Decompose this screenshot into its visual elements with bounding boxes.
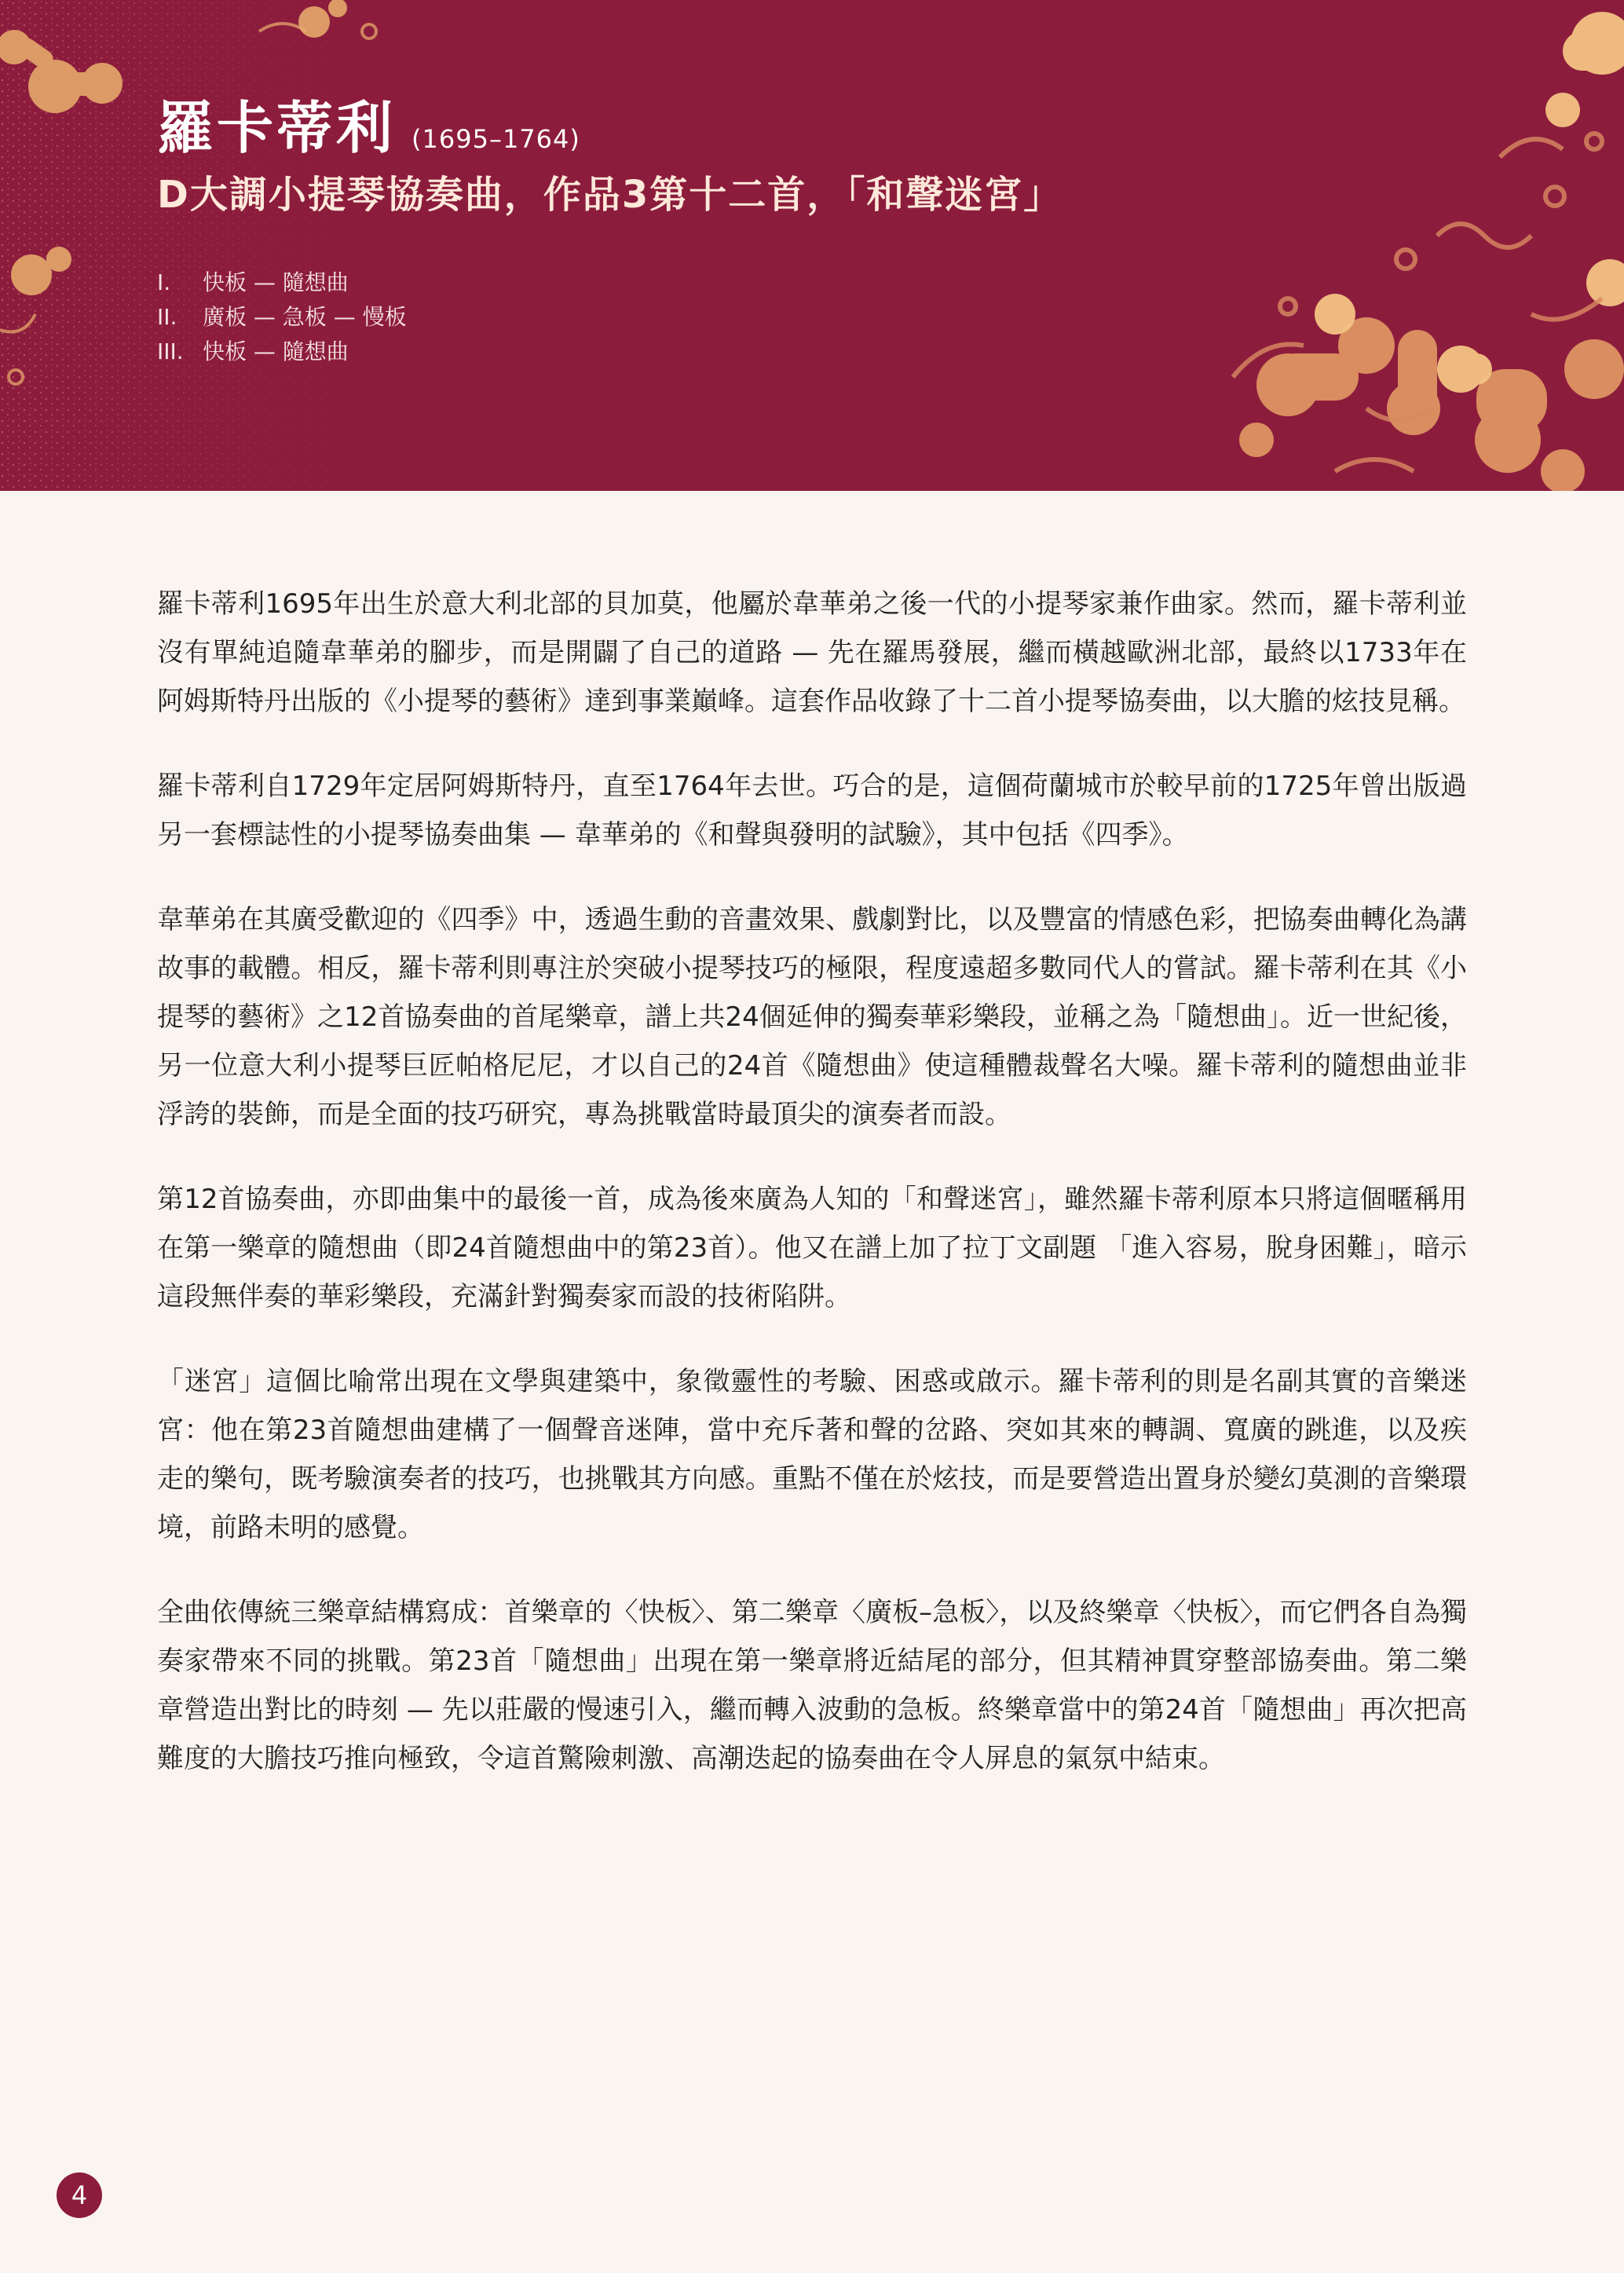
composer-name: 羅卡蒂利 [157, 95, 397, 161]
composer-heading [157, 93, 580, 174]
movement-item [157, 335, 407, 369]
movement-item [157, 300, 407, 335]
movement-item [157, 265, 407, 300]
article-body [157, 580, 1467, 1819]
page-number-badge: 4 [57, 2172, 102, 2218]
decorative-pattern [0, 0, 1624, 491]
movement-number: III. [157, 339, 184, 364]
movement-number: I. [157, 269, 171, 295]
paragraph: 第12首協奏曲，亦即曲集中的最後一首，成為後來廣為人知的「和聲迷宮」，雖然羅卡蒂利原本只將這個暱稱用在第一樂章的隨想曲（即24首隨想曲中的第23首）。他又在譜上加了拉丁文副題 「進入容易，脫身困難」，暗示這段無伴奏的華彩樂段，充滿針對獨奏家而設的技術陷阱。 [157, 1184, 1467, 1312]
paragraph: 韋華弟在其廣受歡迎的《四季》中，透過生動的音畫效果、戲劇對比，以及豐富的情感色彩，把協奏曲轉化為講故事的載體。相反，羅卡蒂利則專注於突破小提琴技巧的極限，程度遠超多數同代人的嘗試。羅卡蒂利在其《小提琴的藝術》之12首協奏曲的首尾樂章，譜上共24個延伸的獨奏華彩樂段，並稱之為「隨想曲」。近一世紀後，另一位意大利小提琴巨匠帕格尼尼，才以自己的24首《隨想曲》使這種體裁聲名大噪。羅卡蒂利的隨想曲並非浮誇的裝飾，而是全面的技巧研究，專為挑戰當時最頂尖的演奏者而設。 [157, 904, 1467, 1130]
movement-number: II. [157, 304, 177, 330]
paragraph: 羅卡蒂利1695年出生於意大利北部的貝加莫，他屬於韋華弟之後一代的小提琴家兼作曲家。然而，羅卡蒂利並沒有單純追隨韋華弟的腳步，而是開闢了自己的道路 — 先在羅馬發展，繼而橫越歐洲北部，最終以1733年在阿姆斯特丹出版的《小提琴的藝術》達到事業巔峰。這套作品收錄了十二首小提琴協奏曲，以大膽的炫技見稱。 [157, 588, 1467, 717]
paragraph: 羅卡蒂利自1729年定居阿姆斯特丹，直至1764年去世。巧合的是，這個荷蘭城市於較早前的1725年曾出版過另一套標誌性的小提琴協奏曲集 — 韋華弟的《和聲與發明的試驗》，其中包括《四季》。 [157, 770, 1467, 851]
movement-text: 快板 — 隨想曲 [203, 339, 349, 364]
paragraph: 「迷宮」這個比喻常出現在文學與建築中，象徵靈性的考驗、困惑或啟示。羅卡蒂利的則是名副其實的音樂迷宮：他在第23首隨想曲建構了一個聲音迷陣，當中充斥著和聲的岔路、突如其來的轉調、寬廣的跳進，以及疾走的樂句，既考驗演奏者的技巧，也挑戰其方向感。重點不僅在於炫技，而是要營造出置身於變幻莫測的音樂環境，前路未明的感覺。 [157, 1366, 1467, 1543]
header-banner [0, 0, 1624, 491]
movement-list [157, 265, 407, 369]
paragraph: 全曲依傳統三樂章結構寫成：首樂章的〈快板〉、第二樂章〈廣板–急板〉，以及終樂章〈快板〉，而它們各自為獨奏家帶來不同的挑戰。第23首「隨想曲」出現在第一樂章將近結尾的部分，但其精神貫穿整部協奏曲。第二樂章營造出對比的時刻 — 先以莊嚴的慢速引入，繼而轉入波動的急板。終樂章當中的第24首「隨想曲」再次把高難度的大膽技巧推向極致，令這首驚險刺激、高潮迭起的協奏曲在令人屏息的氣氛中結束。 [157, 1597, 1467, 1774]
composer-years: (1695–1764) [411, 124, 580, 154]
work-title: D大調小提琴協奏曲，作品3第十二首，「和聲迷宮」 [157, 173, 1063, 217]
movement-text: 快板 — 隨想曲 [203, 269, 349, 295]
movement-text: 廣板 — 急板 — 慢板 [203, 304, 407, 330]
